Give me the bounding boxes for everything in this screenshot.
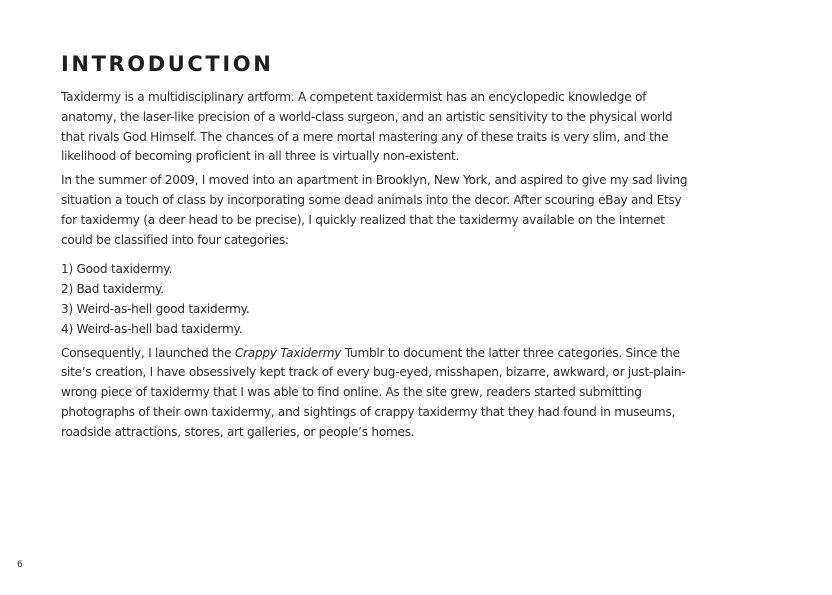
page-number: 6 bbox=[17, 560, 23, 570]
tumblr-title: Crappy Taxidermy bbox=[234, 345, 342, 360]
category-list bbox=[61, 260, 689, 339]
body-text bbox=[61, 88, 689, 447]
intro-paragraph-1: Taxidermy is a multidisciplinary artform. A competent taxidermist has an encyclopedic knowledge of anatomy, the laser-like precision of a world-class surgeon, and an artistic sensitivity to the physical world that rivals God Himself. The chances of a mere mortal mastering any of these traits is very slim, and the likelihood of becoming proficient in all three is virtually non-existent. bbox=[61, 90, 673, 164]
list-item: 3) Weird-as-hell good taxidermy. bbox=[61, 301, 250, 316]
list-item: 2) Bad taxidermy. bbox=[61, 282, 164, 297]
intro-paragraph-2: In the summer of 2009, I moved into an apartment in Brooklyn, New York, and aspired to give my sad living situation a touch of class by incorporating some dead animals into the decor. After scouring eBay and Etsy for taxidermy (a deer head to be precise), I quickly realized that the taxidermy available on the Internet could be classified into four categories: bbox=[61, 173, 688, 247]
intro-paragraph-3 bbox=[61, 344, 689, 443]
paragraph-3-rest: Tumblr to document the latter three categories. Since the site’s creation, I have obsessively kept track of every bug-eyed, misshapen, bizarre, awkward, or just-plain-wrong piece of taxidermy that I was able to find online. As the site grew, readers started submitting photographs of their own taxidermy, and sightings of crappy taxidermy that they had found in museums, roadside attractions, stores, art galleries, or people’s homes. bbox=[61, 345, 686, 439]
paragraph-3-lead: Consequently, I launched the bbox=[61, 345, 235, 360]
page-title: INTRODUCTION bbox=[61, 52, 274, 76]
list-item: 1) Good taxidermy. bbox=[61, 262, 173, 277]
list-item: 4) Weird-as-hell bad taxidermy. bbox=[61, 321, 243, 336]
